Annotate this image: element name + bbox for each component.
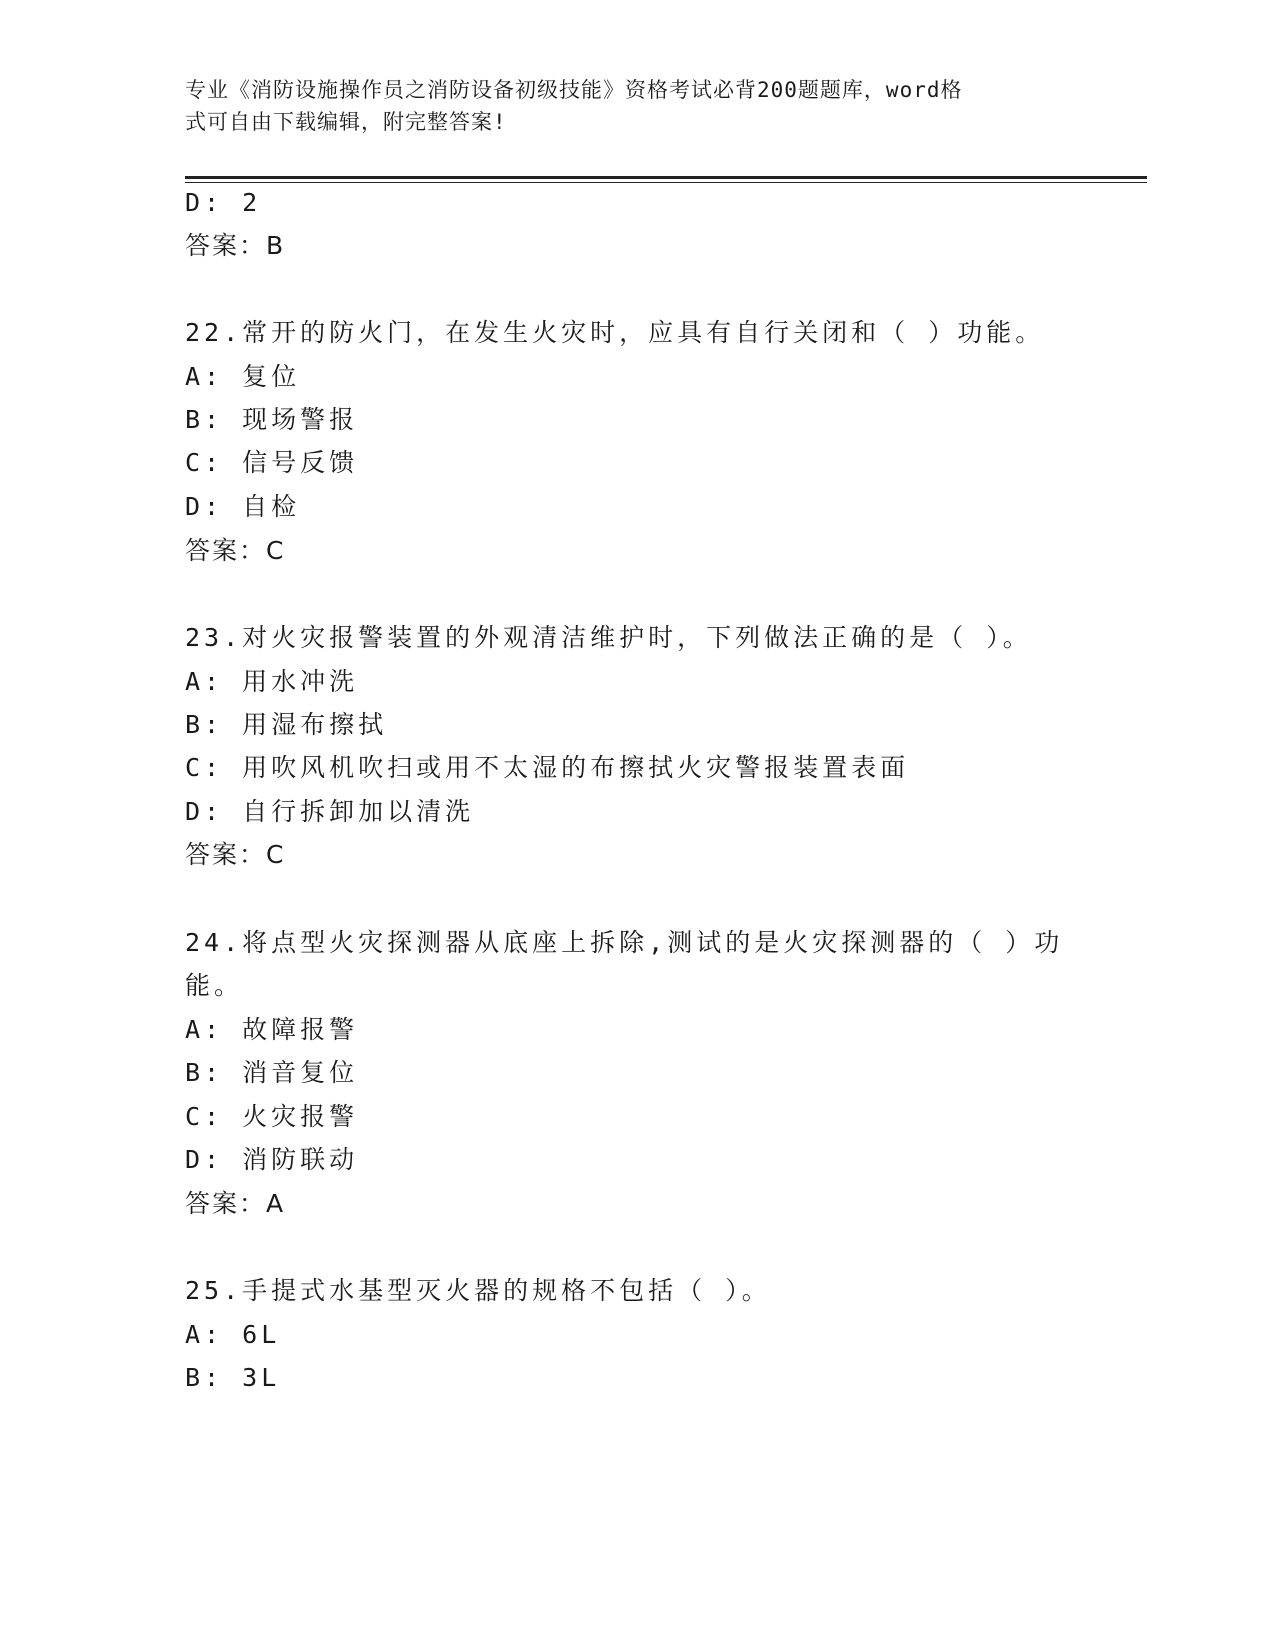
q22-option-a: A: 复位 <box>185 362 301 391</box>
q23-stem: 23.对火灾报警装置的外观清洁维护时，下列做法正确的是（ ）。 <box>185 623 1032 652</box>
prev-answer: 答案：B <box>185 231 286 260</box>
q24-option-c: C: 火灾报警 <box>185 1102 359 1131</box>
header-line-2: 式可自由下载编辑，附完整答案! <box>185 110 507 134</box>
document-header <box>185 74 1065 138</box>
header-rule-thin <box>185 182 1147 183</box>
header-line-1: 专业《消防设施操作员之消防设备初级技能》资格考试必背200题题库，word格 <box>185 78 963 102</box>
q24-option-a: A: 故障报警 <box>185 1015 359 1044</box>
q24-stem-line-2: 能。 <box>185 971 244 1000</box>
q24-option-b: B: 消音复位 <box>185 1058 359 1087</box>
q23-option-d: D: 自行拆卸加以清洗 <box>185 797 475 826</box>
q25-stem: 25.手提式水基型灭火器的规格不包括（ ）。 <box>185 1276 771 1305</box>
header-rule-thick <box>185 176 1147 179</box>
q22-stem: 22.常开的防火门，在发生火灾时，应具有自行关闭和（ ）功能。 <box>185 318 1045 347</box>
q22-option-b: B: 现场警报 <box>185 405 359 434</box>
q23-option-a: A: 用水冲洗 <box>185 667 359 696</box>
q24-option-d: D: 消防联动 <box>185 1145 359 1174</box>
q22-option-d: D: 自检 <box>185 492 301 521</box>
q22-option-c: C: 信号反馈 <box>185 448 359 477</box>
q24-stem-line-1: 24.将点型火灾探测器从底座上拆除,测试的是火灾探测器的（ ）功 <box>185 928 1064 957</box>
q25-option-b: B: 3L <box>185 1363 281 1392</box>
prev-option-d: D: 2 <box>185 188 262 217</box>
q25-option-a: A: 6L <box>185 1320 281 1349</box>
q22-answer: 答案：C <box>185 536 286 565</box>
q23-option-b: B: 用湿布擦拭 <box>185 710 388 739</box>
q23-answer: 答案：C <box>185 840 286 869</box>
q24-answer: 答案：A <box>185 1189 286 1218</box>
q23-option-c: C: 用吹风机吹扫或用不太湿的布擦拭火灾警报装置表面 <box>185 753 910 782</box>
